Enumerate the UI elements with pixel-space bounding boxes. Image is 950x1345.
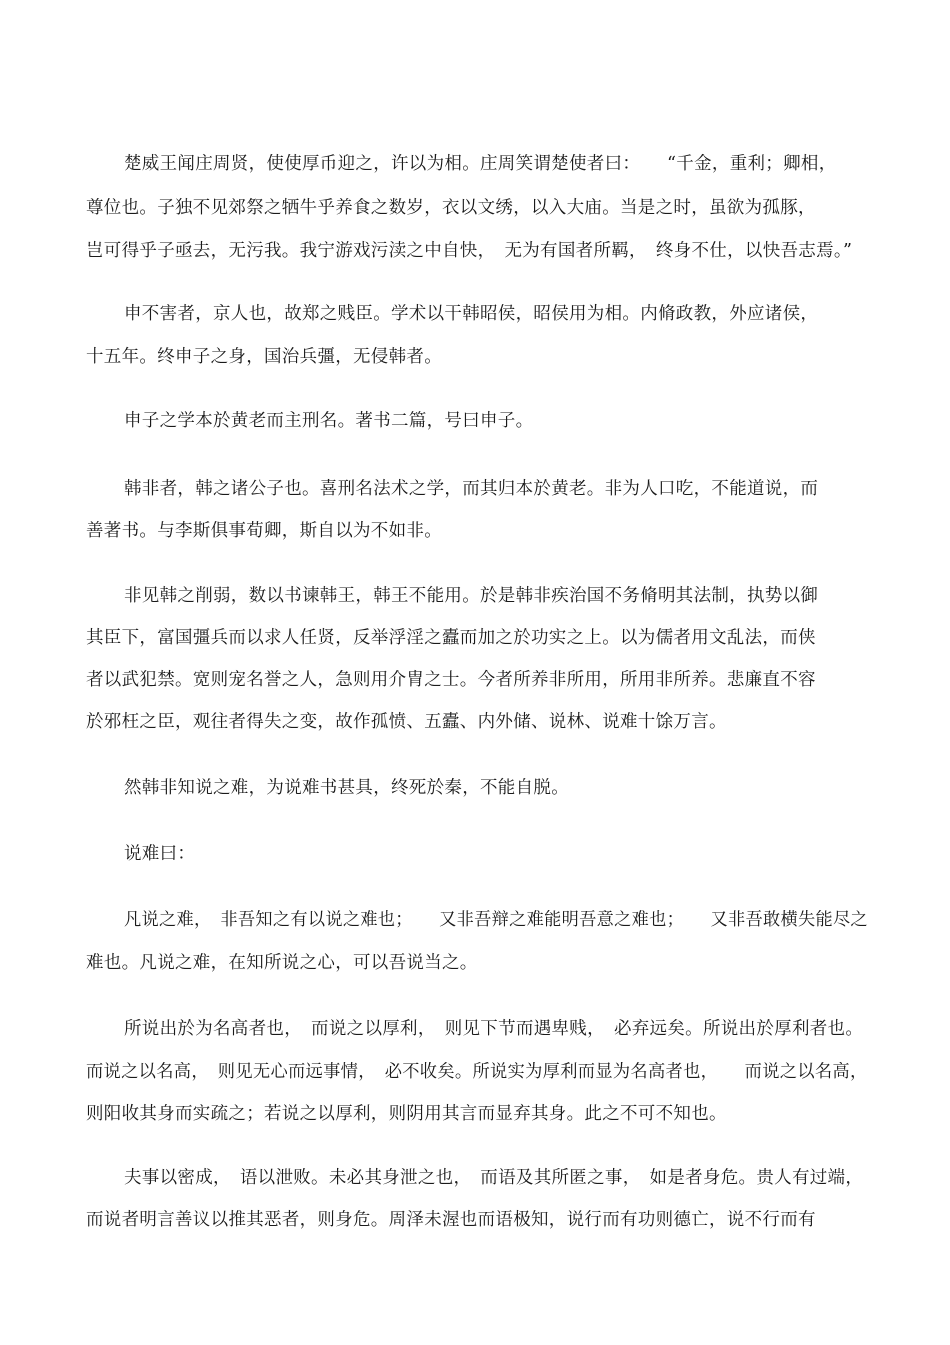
paragraph-7-line-1: 说难曰： [124,844,196,864]
paragraph-10-line-1: 夫事以密成， 语以泄败。未必其身泄之也， 而语及其所匿之事， 如是者身危。贵人有过端， [124,1168,864,1188]
paragraph-4-line-1: 韩非者，韩之诸公子也。喜刑名法术之学，而其归本於黄老。非为人口吃，不能道说，而 [124,479,819,499]
paragraph-5-line-4: 於邪枉之臣，观往者得失之变，故作孤愤、五蠹、内外储、说林、说难十馀万言。 [86,712,727,732]
paragraph-2-line-2: 十五年。终申子之身，国治兵彊，无侵韩者。 [86,347,442,367]
paragraph-5-line-2: 其臣下，富国彊兵而以求人任贤，反举浮淫之蠹而加之於功实之上。以为儒者用文乱法，而侠 [86,628,816,648]
paragraph-5-line-3: 者以武犯禁。宽则宠名誉之人，急则用介胄之士。今者所养非所用，所用非所养。悲廉直不容 [86,670,816,690]
paragraph-4-line-2: 善著书。与李斯俱事荀卿，斯自以为不如非。 [86,521,442,541]
paragraph-9-line-2: 而说之以名高， 则见无心而远事情， 必不收矣。所说实为厚利而显为名高者也， 而说之以名高， [86,1062,868,1082]
paragraph-1-line-3: 岂可得乎子亟去，无污我。我宁游戏污渎之中自快， 无为有国者所羁， 终身不仕，以快吾志焉。” [86,241,853,261]
paragraph-9-line-1: 所说出於为名高者也， 而说之以厚利， 则见下节而遇卑贱， 必弃远矣。所说出於厚利者也。 [124,1019,864,1039]
paragraph-3-line-1: 申子之学本於黄老而主刑名。著书二篇，号曰申子。 [124,411,534,431]
paragraph-2-line-1: 申不害者，京人也，故郑之贱臣。学术以干韩昭侯，昭侯用为相。内脩政教，外应诸侯， [124,304,819,324]
paragraph-1-line-2: 尊位也。子独不见郊祭之牺牛乎养食之数岁，衣以文绣，以入大庙。当是之时，虽欲为孤豚， [86,198,816,218]
paragraph-8-line-2: 难也。凡说之难，在知所说之心，可以吾说当之。 [86,953,478,973]
paragraph-10-line-2: 而说者明言善议以推其恶者，则身危。周泽未渥也而语极知，说行而有功则德亡，说不行而有 [86,1210,816,1230]
paragraph-5-line-1: 非见韩之削弱，数以书谏韩王，韩王不能用。於是韩非疾治国不务脩明其法制，执势以御 [124,586,819,606]
paragraph-8-line-1: 凡说之难， 非吾知之有以说之难也； 又非吾辩之难能明吾意之难也； 又非吾敢横失能尽之 [124,910,868,930]
paragraph-1-line-1: 楚威王闻庄周贤，使使厚币迎之，许以为相。庄周笑谓楚使者曰： “千金，重利；卿相， [124,154,837,174]
paragraph-9-line-3: 则阳收其身而实疏之；若说之以厚利，则阴用其言而显弃其身。此之不可不知也。 [86,1104,727,1124]
paragraph-6-line-1: 然韩非知说之难，为说难书甚具，终死於秦，不能自脱。 [124,778,569,798]
